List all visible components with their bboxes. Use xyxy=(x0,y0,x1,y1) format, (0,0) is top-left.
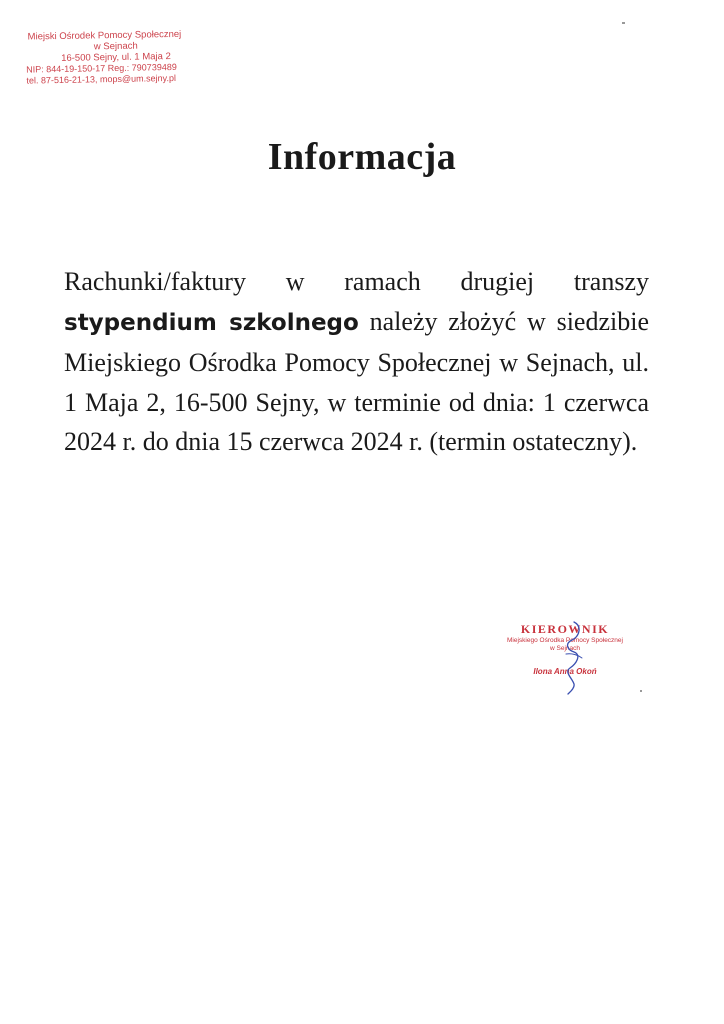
stamp-address: 16-500 Sejny, ul. 1 Maja 2 xyxy=(61,51,171,64)
stamp-org-name: Miejski Ośrodek Pomocy Społecznej xyxy=(27,28,182,43)
body-text-end: należy złożyć w siedzibie Miejskiego Ośrodka Pomocy Społecznej w Sejnach, ul. 1 Maja 2, 16-500 Sejny, w terminie od dnia: 1 czerwca 2024 r. do dnia 15 czerwca 2024 r. (termin ostateczny). xyxy=(64,306,649,456)
scan-speck xyxy=(640,690,642,692)
stamp-nip-regon: NIP: 844-19-150-17 Reg.: 790739489 xyxy=(26,61,177,75)
document-body xyxy=(64,262,649,462)
scan-speck xyxy=(622,22,625,24)
signature-stamp-org: Miejskiego Ośrodka Pomocy Społecznej xyxy=(507,637,623,644)
body-text-bold: stypendium szkolnego xyxy=(64,309,359,336)
signature-stamp-city: w Sejnach xyxy=(550,645,580,652)
stamp-contact: tel. 87-516-21-13, mops@um.sejny.pl xyxy=(26,72,177,86)
signature-stamp-heading: KIEROWNIK xyxy=(520,622,610,636)
handwritten-signature xyxy=(552,618,592,698)
document-title: Informacja xyxy=(267,136,457,178)
body-text-start: Rachunki/faktury w ramach drugiej transzy xyxy=(64,267,649,296)
organization-stamp xyxy=(26,28,207,86)
signature-stamp-name: Ilona Anna Okoń xyxy=(533,667,597,676)
stamp-org-city: w Sejnach xyxy=(93,40,138,53)
